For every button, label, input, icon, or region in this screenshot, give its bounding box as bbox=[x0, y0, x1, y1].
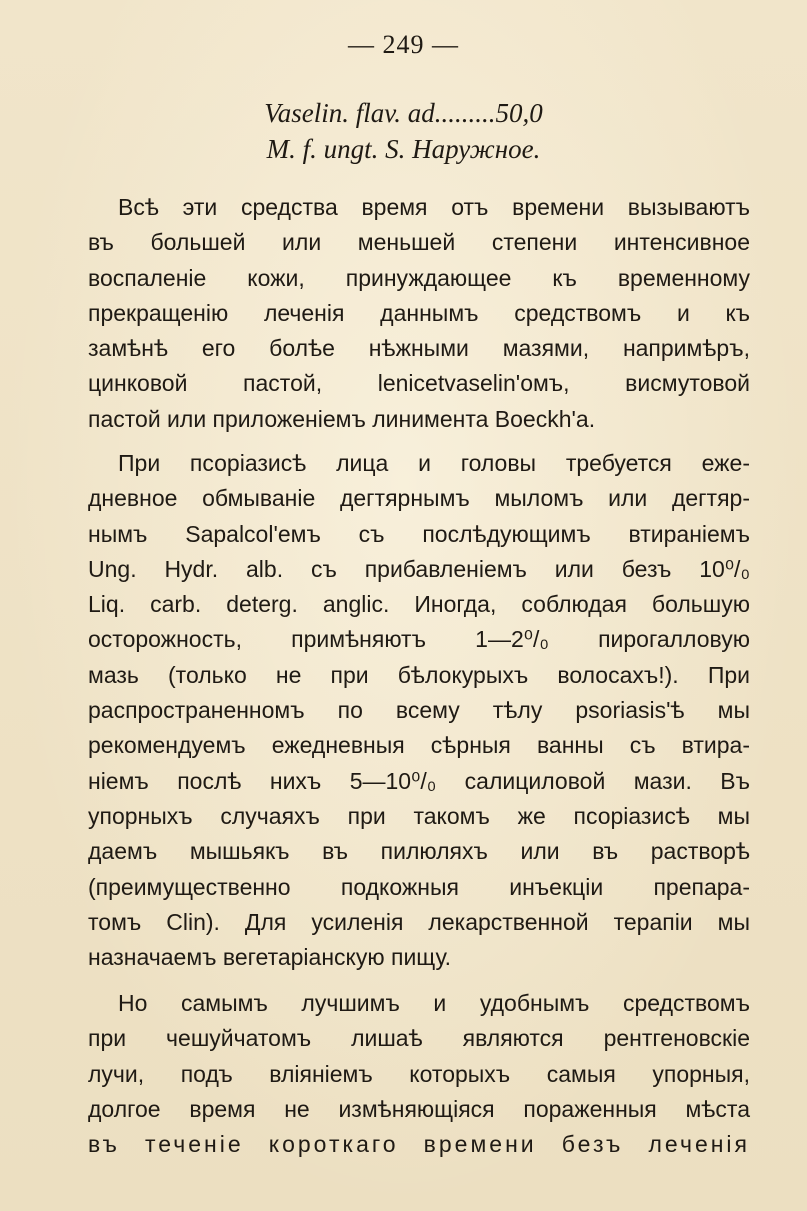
paragraph-line: Но самымъ лучшимъ и удобнымъ средствомъ bbox=[118, 990, 750, 1016]
paragraph-line: распространенномъ по всему тѣлу psoriasis'ѣ мы bbox=[88, 697, 750, 724]
paragraph-2 bbox=[88, 446, 750, 975]
paragraph-line: упорныхъ случаяхъ при такомъ же псоріазисѣ мы bbox=[88, 802, 750, 829]
paragraph-line: томъ Clin). Для усиленія лекарственной терапіи мы bbox=[88, 908, 750, 935]
paragraph-line: назначаемъ вегетаріанскую пищу. bbox=[88, 944, 452, 971]
paragraph-line: въ теченіе короткаго времени безъ леченія bbox=[88, 1131, 750, 1158]
paragraph-line: пастой или приложеніемъ линимента Boeckh'a. bbox=[88, 405, 596, 432]
paragraph-1 bbox=[88, 190, 750, 437]
paragraph-line: даемъ мышьякъ въ пилюляхъ или въ растворѣ bbox=[88, 838, 750, 865]
paragraph-line: При псоріазисѣ лица и головы требуется еже- bbox=[118, 450, 750, 476]
paragraph-line: Всѣ эти средства время отъ времени вызываютъ bbox=[118, 194, 750, 220]
paragraph-line: мазь (только не при бѣлокурыхъ волосахъ!). При bbox=[88, 661, 750, 688]
page-number: — 249 — bbox=[348, 30, 459, 59]
paragraph-line: замѣнѣ его болѣе нѣжными мазями, напримѣръ, bbox=[88, 335, 750, 362]
paragraph-line: долгое время не измѣняющіяся пораженныя мѣста bbox=[88, 1095, 750, 1122]
paragraph-line: воспаленіе кожи, принуждающее къ временному bbox=[88, 264, 750, 291]
paragraph-line: въ большей или меньшей степени интенсивное bbox=[88, 229, 750, 256]
paragraph-line: ніемъ послѣ нихъ 5—10⁰/₀ салициловой мази. Въ bbox=[88, 767, 750, 794]
prescription-line-1: Vaselin. flav. ad.........50,0 bbox=[264, 98, 543, 128]
paragraph-line: лучи, подъ вліяніемъ которыхъ самыя упорныя, bbox=[88, 1060, 750, 1087]
paragraph-line: прекращенію леченія даннымъ средствомъ и къ bbox=[88, 299, 750, 326]
paragraph-line: Ung. Hydr. alb. съ прибавленіемъ или безъ 10⁰/₀ bbox=[88, 555, 750, 582]
prescription-line-2: M. f. ungt. S. Наружное. bbox=[266, 134, 541, 164]
paragraph-line: нымъ Sapalcol'емъ съ послѣдующимъ втираніемъ bbox=[88, 520, 750, 547]
paragraph-line: осторожность, примѣняютъ 1—2⁰/₀ пирогалловую bbox=[88, 626, 750, 653]
paragraph-line: цинковой пастой, lenicetvaselin'омъ, висмутовой bbox=[88, 370, 750, 397]
paragraph-line: рекомендуемъ ежедневныя сѣрныя ванны съ втира- bbox=[88, 732, 750, 759]
paragraph-line: дневное обмываніе дегтярнымъ мыломъ или дегтяр- bbox=[88, 485, 750, 512]
paragraph-line: при чешуйчатомъ лишаѣ являются рентгеновскіе bbox=[88, 1025, 750, 1052]
paragraph-line: Liq. carb. deterg. anglic. Иногда, соблюдая большую bbox=[88, 591, 750, 618]
paragraph-line: (преимущественно подкожныя инъекціи препара- bbox=[88, 873, 750, 900]
paragraph-3 bbox=[88, 986, 750, 1162]
